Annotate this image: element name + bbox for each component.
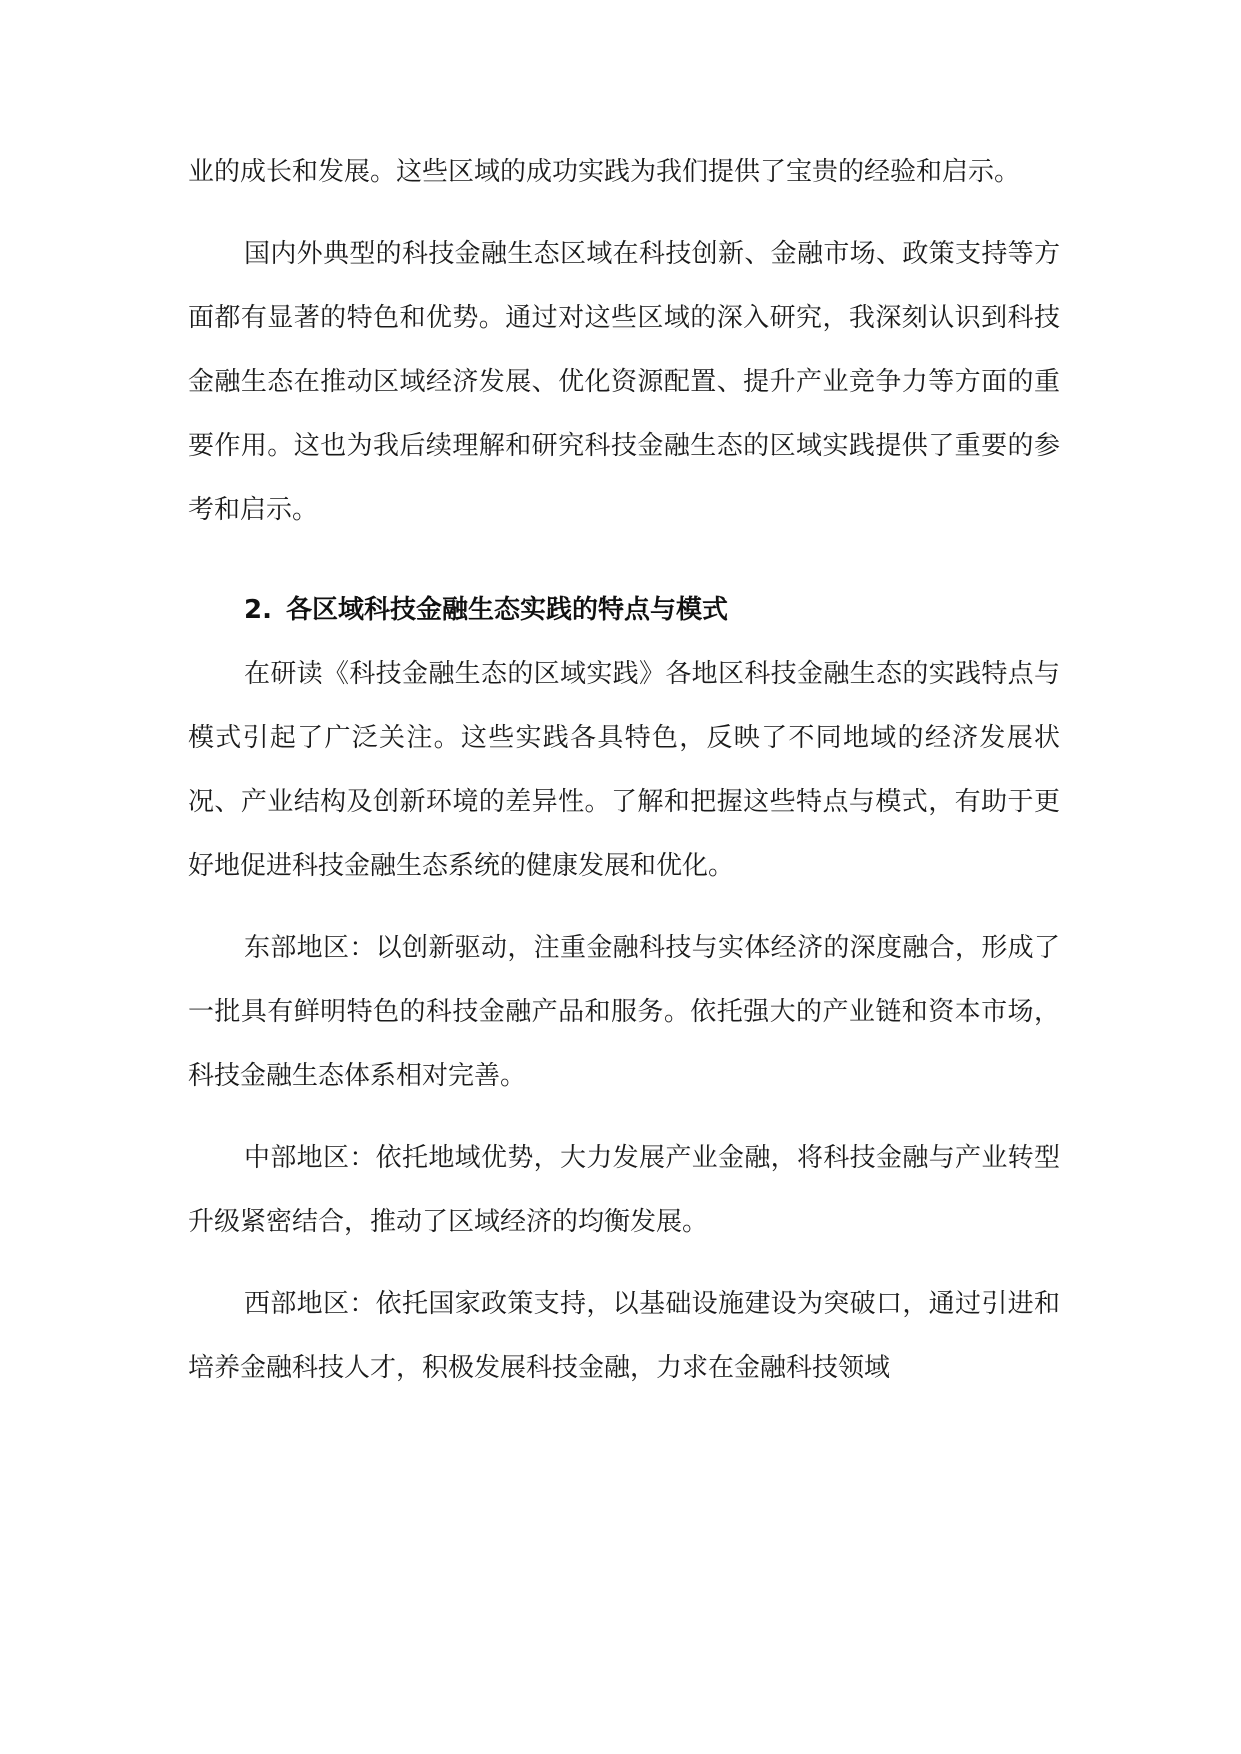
paragraph-typical-regions: 国内外典型的科技金融生态区域在科技创新、金融市场、政策支持等方面都有显著的特色和优势。通过对这些区域的深入研究，我深刻认识到科技金融生态在推动区域经济发展、优化资源配置、提升产业竞争力等方面的重要作用。这也为我后续理解和研究科技金融生态的区域实践提供了重要的参考和启示。 bbox=[188, 239, 1060, 525]
section-number: 2. bbox=[244, 595, 272, 625]
section-heading bbox=[188, 578, 1060, 642]
paragraph-gap bbox=[188, 898, 1060, 916]
section-gap bbox=[188, 542, 1060, 560]
paragraph-central-region: 中部地区：依托地域优势，大力发展产业金融，将科技金融与产业转型升级紧密结合，推动了区域经济的均衡发展。 bbox=[188, 1143, 1060, 1237]
paragraph-west-region: 西部地区：依托国家政策支持，以基础设施建设为突破口，通过引进和培养金融科技人才，积极发展科技金融，力求在金融科技领域 bbox=[188, 1289, 1060, 1383]
paragraph-intro: 在研读《科技金融生态的区域实践》各地区科技金融生态的实践特点与模式引起了广泛关注。这些实践各具特色，反映了不同地域的经济发展状况、产业结构及创新环境的差异性。了解和把握这些特点与模式，有助于更好地促进科技金融生态系统的健康发展和优化。 bbox=[188, 659, 1060, 881]
section-gap bbox=[188, 560, 1060, 578]
paragraph-continued: 业的成长和发展。这些区域的成功实践为我们提供了宝贵的经验和启示。 bbox=[188, 157, 1021, 187]
document-body bbox=[188, 140, 1060, 1400]
paragraph-gap bbox=[188, 204, 1060, 222]
paragraph-gap bbox=[188, 1108, 1060, 1126]
paragraph-gap bbox=[188, 1254, 1060, 1272]
paragraph-east-region: 东部地区：以创新驱动，注重金融科技与实体经济的深度融合，形成了一批具有鲜明特色的科技金融产品和服务。依托强大的产业链和资本市场，科技金融生态体系相对完善。 bbox=[188, 933, 1060, 1091]
section-title: 各区域科技金融生态实践的特点与模式 bbox=[285, 595, 728, 625]
